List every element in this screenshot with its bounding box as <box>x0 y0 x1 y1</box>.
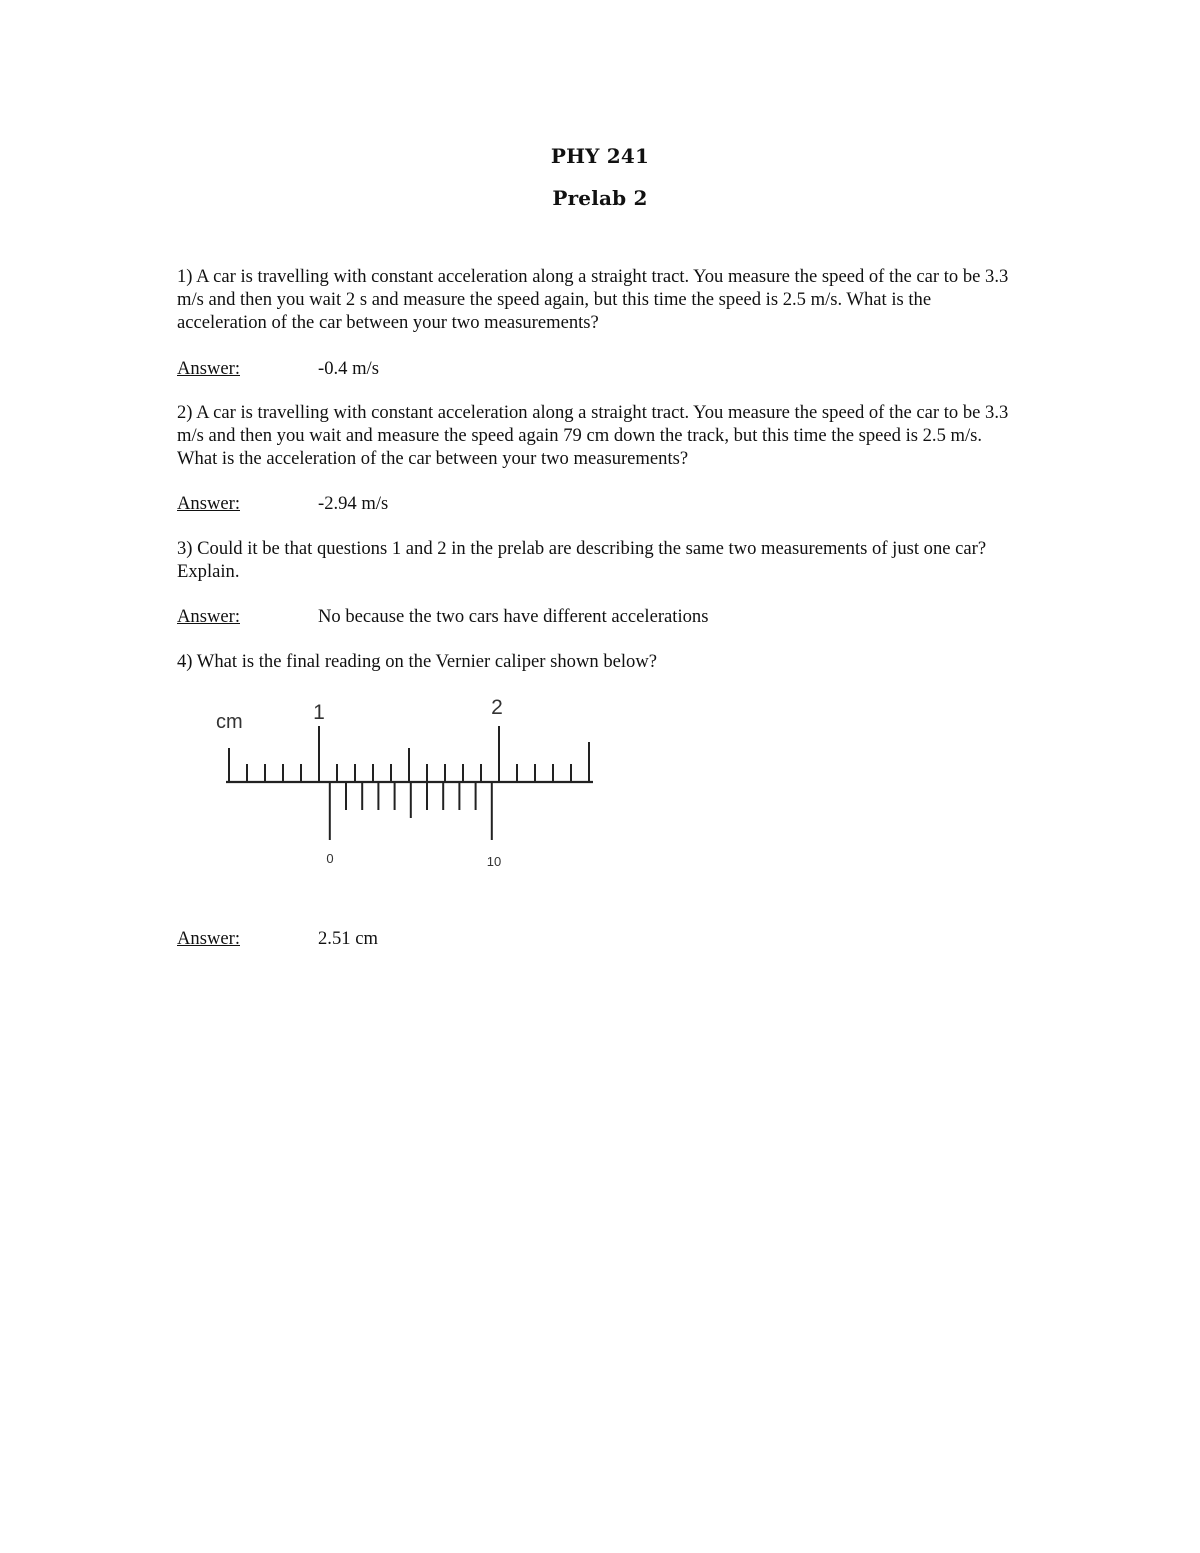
answer-label: Answer: <box>177 928 240 949</box>
vernier-label-0: 0 <box>326 851 334 866</box>
answer-value: -0.4 m/s <box>318 358 379 379</box>
question-1-text: 1) A car is travelling with constant acceleration along a straight tract. You measure the speed of the car to be 3.3 m/s and then you wait 2 s and measure the speed again, but this time the speed is 2.5 m/s. What is the acceleration of the car between your two measurements? <box>177 266 1009 333</box>
question-4-text: 4) What is the final reading on the Vernier caliper shown below? <box>177 651 658 672</box>
question-1-answer <box>177 357 1022 380</box>
answer-label: Answer: <box>177 358 240 379</box>
answer-label: Answer: <box>177 493 240 514</box>
main-scale-label-2: 2 <box>491 696 503 719</box>
question-2-answer <box>177 492 1022 515</box>
question-2-text: 2) A car is travelling with constant acceleration along a straight tract. You measure the speed of the car to be 3.3 m/s and then you wait and measure the speed again 79 cm down the track, but this time the speed is 2.5 m/s. What is the acceleration of the car between your two measurements? <box>177 402 1009 469</box>
answer-label: Answer: <box>177 606 240 627</box>
vernier-caliper-figure <box>210 690 610 880</box>
answer-value: 2.51 cm <box>318 928 378 949</box>
prelab-title: Prelab 2 <box>552 186 648 210</box>
course-title: PHY 241 <box>550 144 650 168</box>
question-4-answer <box>177 927 1022 950</box>
main-scale-label-1: 1 <box>313 701 325 724</box>
vernier-label-10: 10 <box>486 854 502 869</box>
question-3-answer <box>177 605 1022 628</box>
answer-value: No because the two cars have different accelerations <box>318 606 709 627</box>
unit-label: cm <box>216 711 243 733</box>
question-3-text: 3) Could it be that questions 1 and 2 in the prelab are describing the same two measurements of just one car? Explain. <box>177 538 987 582</box>
answer-value: -2.94 m/s <box>318 493 389 514</box>
